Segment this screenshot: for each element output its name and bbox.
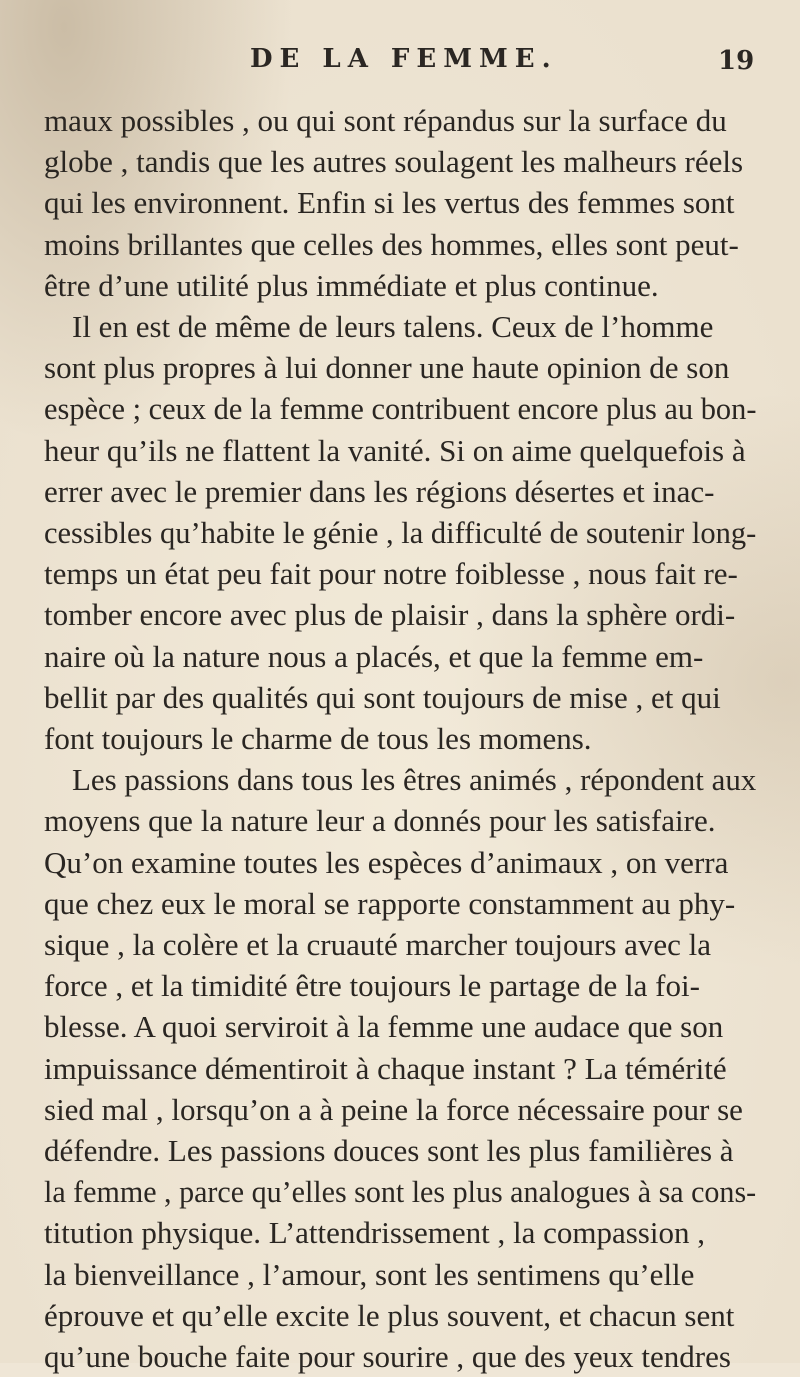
text-line: défendre. Les passions douces sont les plus familières à bbox=[44, 1133, 734, 1168]
page-number: 19 bbox=[718, 46, 755, 76]
text-line: la femme , parce qu’elles sont les plus analogues à sa cons- bbox=[44, 1174, 757, 1210]
text-line: moyens que la nature leur a donnés pour les satisfaire. bbox=[44, 803, 716, 839]
text-line: sied mal , lorsqu’on a à peine la force nécessaire pour se bbox=[44, 1091, 743, 1127]
text-line: heur qu’ils ne flattent la vanité. Si on aime quelquefois à bbox=[44, 432, 746, 468]
text-line: espèce ; ceux de la femme contribuent encore plus au bon- bbox=[44, 391, 757, 427]
text-line: force , et la timidité être toujours le partage de la foi- bbox=[44, 968, 700, 1004]
text-line: que chez eux le moral se rapporte constamment au phy- bbox=[44, 885, 736, 921]
text-line: la bienveillance , l’amour, sont les sentimens qu’elle bbox=[44, 1256, 695, 1292]
text-line: maux possibles , ou qui sont répandus sur la surface du bbox=[44, 103, 727, 138]
text-line: qui les environnent. Enfin si les vertus des femmes sont bbox=[44, 185, 735, 221]
text-line: qu’une bouche faite pour sourire , que des yeux tendres bbox=[44, 1339, 731, 1374]
text-line: bellit par des qualités qui sont toujours de mise , et qui bbox=[44, 679, 721, 715]
text-line: titution physique. L’attendrissement , la compassion , bbox=[44, 1215, 705, 1251]
text-line: Qu’on examine toutes les espèces d’animaux , on verra bbox=[44, 844, 729, 880]
page-header bbox=[0, 40, 800, 80]
text-line: errer avec le premier dans les régions désertes et inac- bbox=[44, 473, 715, 509]
text-line: cessibles qu’habite le génie , la difficulté de soutenir long- bbox=[44, 515, 757, 550]
text-line: tomber encore avec plus de plaisir , dans la sphère ordi- bbox=[44, 597, 736, 633]
text-line: sont plus propres à lui donner une haute opinion de son bbox=[44, 350, 730, 386]
running-title: DE LA FEMME. bbox=[250, 44, 558, 74]
text-line: globe , tandis que les autres soulagent les malheurs réels bbox=[44, 144, 744, 180]
text-line: être d’une utilité plus immédiate et plus continue. bbox=[44, 267, 659, 303]
text-line: Il en est de même de leurs talens. Ceux de l’homme bbox=[72, 309, 714, 344]
text-line: Les passions dans tous les êtres animés , répondent aux bbox=[72, 762, 757, 798]
text-line: font toujours le charme de tous les momens. bbox=[44, 721, 592, 756]
text-line: naire où la nature nous a placés, et que la femme em- bbox=[44, 638, 704, 674]
text-line: temps un état peu fait pour notre foiblesse , nous fait re- bbox=[44, 556, 738, 592]
text-line: moins brillantes que celles des hommes, elles sont peut- bbox=[44, 226, 739, 262]
text-line: impuissance démentiroit à chaque instant ? La témérité bbox=[44, 1050, 727, 1086]
text-line: éprouve et qu’elle excite le plus souvent, et chacun sent bbox=[44, 1297, 735, 1333]
text-line: blesse. A quoi serviroit à la femme une audace que son bbox=[44, 1009, 724, 1045]
text-line: sique , la colère et la cruauté marcher toujours avec la bbox=[44, 927, 712, 962]
